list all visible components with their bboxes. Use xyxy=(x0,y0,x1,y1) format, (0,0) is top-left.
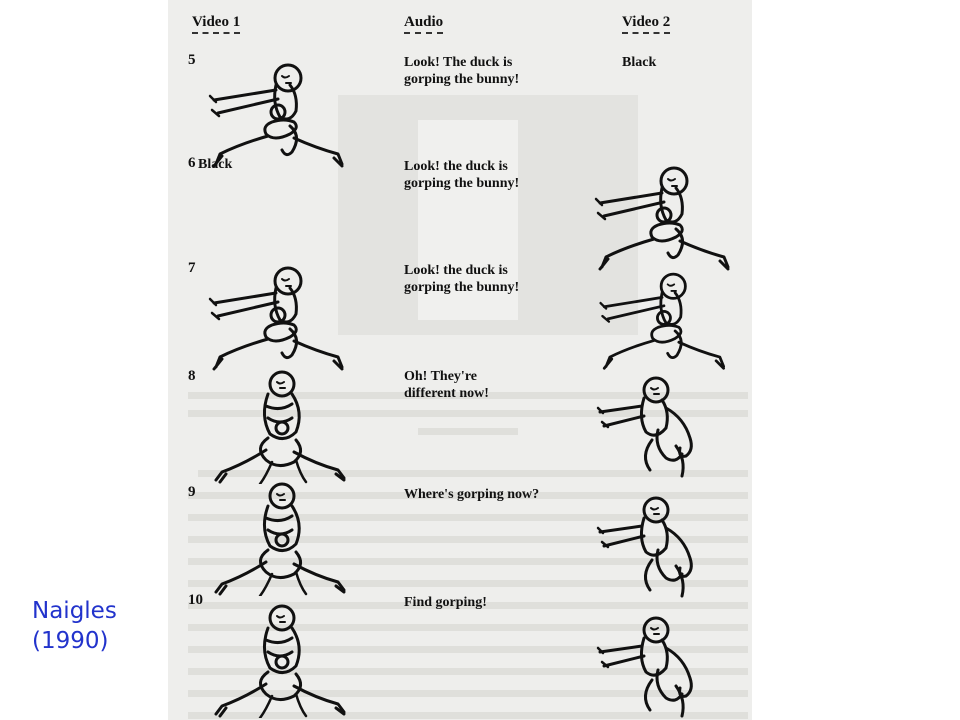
duck-gorping-bunny-figure xyxy=(202,52,352,170)
row-number: 6 xyxy=(188,155,196,171)
audio-line: Look! The duck is xyxy=(404,55,513,70)
header-audio: Audio xyxy=(404,14,443,34)
row-number: 9 xyxy=(188,484,196,500)
scanned-figure-page xyxy=(168,0,752,720)
video-1-label: Black xyxy=(198,157,233,172)
duck-gorping-bunny-figure xyxy=(588,262,738,372)
bleed-through-line xyxy=(418,428,518,435)
audio-line: different now! xyxy=(404,386,489,401)
duck-bunny-arms-in-figure xyxy=(202,366,352,484)
row-number: 7 xyxy=(188,260,196,276)
audio-line: Where's gorping now? xyxy=(404,487,540,502)
duck-gorping-bunny-figure xyxy=(588,155,738,273)
audio-line: Oh! They're xyxy=(404,369,477,384)
duck-bunny-arms-in-figure xyxy=(202,478,352,596)
duck-bunny-arms-out-figure xyxy=(596,608,706,718)
row-number: 10 xyxy=(188,592,203,608)
duck-gorping-bunny-figure xyxy=(202,255,352,373)
audio-line: Look! the duck is xyxy=(404,263,508,278)
duck-bunny-arms-in-figure xyxy=(202,600,352,718)
duck-bunny-arms-out-figure xyxy=(596,488,706,598)
video-2-label: Black xyxy=(622,55,657,70)
duck-bunny-arms-out-figure xyxy=(596,368,706,478)
citation-caption xyxy=(32,596,117,656)
row-number: 5 xyxy=(188,52,196,68)
header-video-1: Video 1 xyxy=(192,14,240,34)
audio-line: gorping the bunny! xyxy=(404,72,520,87)
row-number: 8 xyxy=(188,368,196,384)
citation-author: Naigles xyxy=(32,598,117,624)
audio-line: Find gorping! xyxy=(404,595,487,610)
audio-line: gorping the bunny! xyxy=(404,280,520,295)
header-video-2: Video 2 xyxy=(622,14,670,34)
citation-year: (1990) xyxy=(32,628,109,654)
audio-line: gorping the bunny! xyxy=(404,176,520,191)
audio-line: Look! the duck is xyxy=(404,159,508,174)
